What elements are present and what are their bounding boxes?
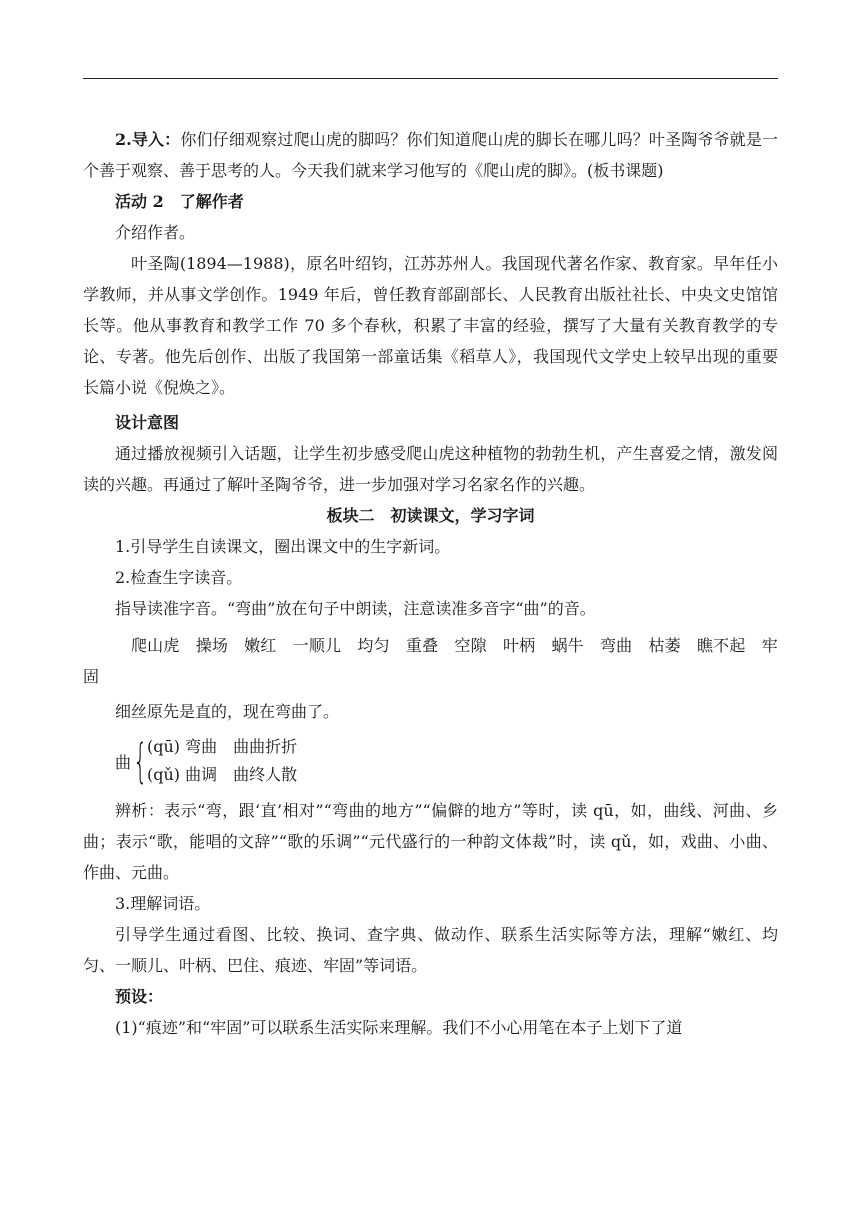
word: 重叠 <box>405 636 439 655</box>
word: 枯萎 <box>648 636 681 655</box>
example-sentence: 细丝原先是直的，现在弯曲了。 <box>115 702 340 721</box>
step1: 1.引导学生自读课文，圈出课文中的生字新词。 <box>115 537 451 556</box>
preset-heading: 预设： <box>115 987 164 1006</box>
word: 爬山虎 <box>131 636 180 655</box>
word: 弯曲 <box>599 636 633 655</box>
intro-author: 介绍作者。 <box>115 223 196 242</box>
word: 空隙 <box>454 636 487 655</box>
analysis: 辨析：表示“弯，跟‘直’相对”“弯曲的地方”“偏僻的地方”等时，读 qū，如，曲线、河曲、乡曲；表示“歌，能唱的文辞”“歌的乐调”“元代盛行的一种韵文体裁”时，读 qǔ，如，戏曲、小曲、作曲、元曲。 <box>83 801 778 882</box>
word: 嫩红 <box>244 636 277 655</box>
word: 一顺儿 <box>292 636 342 655</box>
design-text: 通过播放视频引入话题，让学生初步感受爬山虎这种植物的勃勃生机，产生喜爱之情，激发阅读的兴趣。再通过了解叶圣陶爷爷，进一步加强对学习名家名作的兴趣。 <box>83 444 778 494</box>
author-bio: 叶圣陶(1894—1988)，原名叶绍钧，江苏苏州人。我国现代著名作家、教育家。早年任小学教师，并从事文学创作。1949 年后，曾任教育部副部长、人民教育出版社社长、中央文史馆馆长等。他从事教育和教学工作 70 多个春秋，积累了丰富的经验，撰写了大量有关教育教学的专论、专著。他先后创作、出版了我国第一部童话集《稻草人》，我国现代文学史上较早出现的重要长篇小说《倪焕之》。 <box>83 254 778 397</box>
word: 牢固 <box>83 636 778 686</box>
polyphone-char: 曲 <box>115 752 132 772</box>
design-heading: 设计意图 <box>115 413 180 432</box>
reading-qu3: (qǔ) 曲调 曲终人散 <box>147 765 298 784</box>
brace-icon: { <box>133 734 148 788</box>
word: 均匀 <box>357 636 390 655</box>
word: 叶柄 <box>502 636 536 655</box>
reading-qu1: (qū) 弯曲 曲曲折折 <box>147 737 298 756</box>
word: 操场 <box>195 636 229 655</box>
word: 瞧不起 <box>697 636 746 655</box>
section2-heading: 板块二 初读课文，学习字词 <box>326 506 535 525</box>
word-list <box>83 630 778 692</box>
word: 蜗牛 <box>551 636 584 655</box>
intro-text: 你们仔细观察过爬山虎的脚吗？你们知道爬山虎的脚长在哪儿吗？叶圣陶爷爷就是一个善于观察、善于思考的人。今天我们就来学习他写的《爬山虎的脚》。(板书课题) <box>83 130 778 180</box>
polyphone-readings <box>147 733 297 789</box>
header-rule <box>83 78 778 79</box>
understand-words: 引导学生通过看图、比较、换词、查字典、做动作、联系生活实际等方法，理解“嫩红、均匀、一顺儿、叶柄、巴住、痕迹、牢固”等词语。 <box>83 925 778 975</box>
document-body <box>83 124 778 1043</box>
preset-1: (1)“痕迹”和“牢固”可以联系生活实际来理解。我们不小心用笔在本子上划下了道 <box>115 1018 683 1037</box>
paragraph-intro <box>83 124 778 186</box>
step3: 3.理解词语。 <box>115 894 211 913</box>
guide-read: 指导读准字音。“弯曲”放在句子中朗读，注意读准多音字“曲”的音。 <box>115 599 596 618</box>
step2: 2.检查生字读音。 <box>115 568 243 587</box>
activity2-heading: 活动 2 了解作者 <box>115 192 244 211</box>
polyphone-block <box>83 733 778 789</box>
intro-label: 2.导入： <box>115 130 181 149</box>
